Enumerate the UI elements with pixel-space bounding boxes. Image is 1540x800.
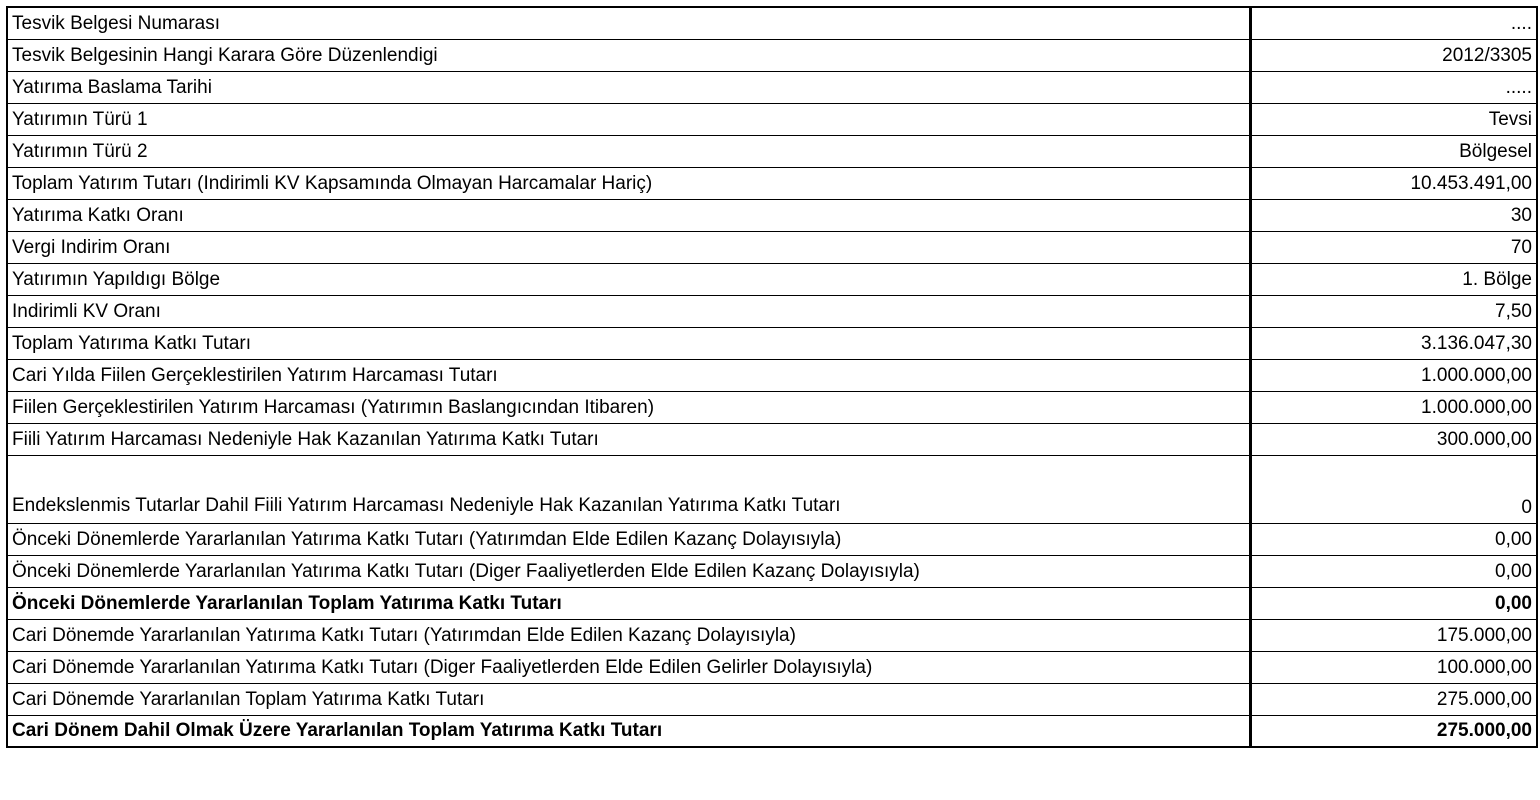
row-value-cell[interactable]: 0,00 xyxy=(1250,523,1537,555)
row-label-cell[interactable]: Yatırımın Yapıldıgı Bölge xyxy=(7,263,1250,295)
row-label-cell[interactable]: Yatırımın Türü 2 xyxy=(7,135,1250,167)
table-row xyxy=(7,7,1537,39)
table-row xyxy=(7,555,1537,587)
row-value-cell[interactable]: 7,50 xyxy=(1250,295,1537,327)
row-label-cell[interactable]: Fiilen Gerçeklestirilen Yatırım Harcaması (Yatırımın Baslangıcından Itibaren) xyxy=(7,391,1250,423)
row-value-cell[interactable]: 3.136.047,30 xyxy=(1250,327,1537,359)
table-row xyxy=(7,683,1537,715)
row-value-cell[interactable]: 2012/3305 xyxy=(1250,39,1537,71)
table-row xyxy=(7,103,1537,135)
row-label-cell[interactable]: Cari Dönemde Yararlanılan Yatırıma Katkı Tutarı (Yatırımdan Elde Edilen Kazanç Dolayısıyla) xyxy=(7,619,1250,651)
table-body xyxy=(7,7,1537,747)
table-row xyxy=(7,231,1537,263)
row-value-cell[interactable]: 1.000.000,00 xyxy=(1250,359,1537,391)
row-label-cell[interactable]: Toplam Yatırıma Katkı Tutarı xyxy=(7,327,1250,359)
table-row xyxy=(7,523,1537,555)
row-value-cell[interactable]: 0,00 xyxy=(1250,587,1537,619)
row-value-cell[interactable]: 0 xyxy=(1250,455,1537,523)
row-value-cell[interactable]: 100.000,00 xyxy=(1250,651,1537,683)
row-value-cell[interactable]: Tevsi xyxy=(1250,103,1537,135)
row-label-cell[interactable]: Tesvik Belgesi Numarası xyxy=(7,7,1250,39)
table-row xyxy=(7,587,1537,619)
table-row xyxy=(7,167,1537,199)
row-value-cell[interactable]: 175.000,00 xyxy=(1250,619,1537,651)
row-label-cell[interactable]: Önceki Dönemlerde Yararlanılan Yatırıma Katkı Tutarı (Diger Faaliyetlerden Elde Edilen Kazanç Dolayısıyla) xyxy=(7,555,1250,587)
row-label-cell[interactable]: Indirimli KV Oranı xyxy=(7,295,1250,327)
table-row xyxy=(7,199,1537,231)
table-row xyxy=(7,455,1537,523)
investment-incentive-sheet xyxy=(6,6,1536,796)
row-value-cell[interactable]: 30 xyxy=(1250,199,1537,231)
row-label-cell[interactable]: Vergi Indirim Oranı xyxy=(7,231,1250,263)
row-value-cell[interactable]: .... xyxy=(1250,7,1537,39)
table-row xyxy=(7,39,1537,71)
row-label-cell[interactable]: Önceki Dönemlerde Yararlanılan Yatırıma Katkı Tutarı (Yatırımdan Elde Edilen Kazanç Dolayısıyla) xyxy=(7,523,1250,555)
row-label-cell[interactable]: Cari Dönem Dahil Olmak Üzere Yararlanılan Toplam Yatırıma Katkı Tutarı xyxy=(7,715,1250,747)
row-label-cell[interactable]: Yatırıma Katkı Oranı xyxy=(7,199,1250,231)
table-row xyxy=(7,715,1537,747)
table-row xyxy=(7,135,1537,167)
row-value-cell[interactable]: 70 xyxy=(1250,231,1537,263)
row-value-cell[interactable]: ..... xyxy=(1250,71,1537,103)
row-label-cell[interactable]: Cari Dönemde Yararlanılan Toplam Yatırıma Katkı Tutarı xyxy=(7,683,1250,715)
table-row xyxy=(7,295,1537,327)
row-label-cell[interactable]: Endekslenmis Tutarlar Dahil Fiili Yatırım Harcaması Nedeniyle Hak Kazanılan Yatırıma Katkı Tutarı xyxy=(7,455,1250,523)
row-value-cell[interactable]: Bölgesel xyxy=(1250,135,1537,167)
row-label-cell[interactable]: Yatırıma Baslama Tarihi xyxy=(7,71,1250,103)
row-value-cell[interactable]: 275.000,00 xyxy=(1250,715,1537,747)
row-value-cell[interactable]: 0,00 xyxy=(1250,555,1537,587)
row-value-cell[interactable]: 1. Bölge xyxy=(1250,263,1537,295)
row-label-cell[interactable]: Yatırımın Türü 1 xyxy=(7,103,1250,135)
table-row xyxy=(7,263,1537,295)
row-label-cell[interactable]: Fiili Yatırım Harcaması Nedeniyle Hak Kazanılan Yatırıma Katkı Tutarı xyxy=(7,423,1250,455)
row-label-cell[interactable]: Cari Yılda Fiilen Gerçeklestirilen Yatırım Harcaması Tutarı xyxy=(7,359,1250,391)
table-row xyxy=(7,359,1537,391)
row-value-cell[interactable]: 300.000,00 xyxy=(1250,423,1537,455)
row-value-cell[interactable]: 10.453.491,00 xyxy=(1250,167,1537,199)
row-label-cell[interactable]: Toplam Yatırım Tutarı (Indirimli KV Kapsamında Olmayan Harcamalar Hariç) xyxy=(7,167,1250,199)
table-row xyxy=(7,619,1537,651)
table-row xyxy=(7,651,1537,683)
table-row xyxy=(7,71,1537,103)
table-row xyxy=(7,327,1537,359)
row-label-cell[interactable]: Tesvik Belgesinin Hangi Karara Göre Düzenlendigi xyxy=(7,39,1250,71)
incentive-table xyxy=(6,6,1538,748)
row-label-cell[interactable]: Cari Dönemde Yararlanılan Yatırıma Katkı Tutarı (Diger Faaliyetlerden Elde Edilen Gelirler Dolayısıyla) xyxy=(7,651,1250,683)
row-value-cell[interactable]: 275.000,00 xyxy=(1250,683,1537,715)
row-value-cell[interactable]: 1.000.000,00 xyxy=(1250,391,1537,423)
table-row xyxy=(7,391,1537,423)
row-label-cell[interactable]: Önceki Dönemlerde Yararlanılan Toplam Yatırıma Katkı Tutarı xyxy=(7,587,1250,619)
table-row xyxy=(7,423,1537,455)
